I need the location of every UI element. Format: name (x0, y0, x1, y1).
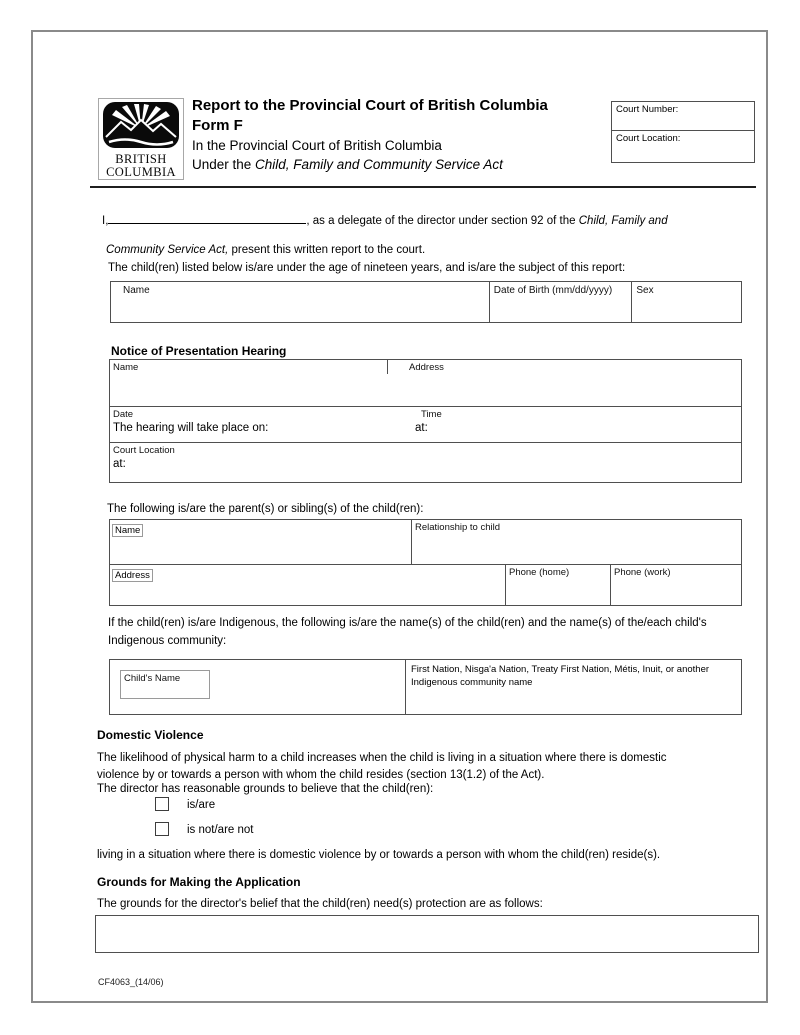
delegate-statement-line2 (106, 243, 425, 258)
hearing-address-label: Address (409, 362, 444, 373)
form-name: Form F (192, 117, 243, 134)
parent-phone-home-label: Phone (home) (509, 567, 570, 578)
parents-table (109, 519, 742, 606)
child-sex-column-header: Sex (636, 285, 654, 296)
bc-government-logo (98, 98, 184, 180)
form-title: Report to the Provincial Court of British Columbia (192, 97, 548, 114)
hearing-name-label: Name (113, 362, 139, 373)
hearing-court-location-label: Court Location (113, 445, 175, 456)
hearing-date-label: Date (113, 409, 134, 420)
hearing-date-text: The hearing will take place on: (113, 422, 269, 434)
indigenous-intro-line2: Indigenous community: (108, 635, 227, 647)
hearing-table (109, 359, 742, 483)
hearing-time-text: at: (415, 422, 428, 434)
children-table (110, 281, 742, 323)
is-are-checkbox[interactable] (155, 797, 169, 811)
domestic-violence-paragraph (97, 750, 667, 784)
indigenous-table (109, 659, 742, 715)
act-name: Child, Family and Community Service Act (255, 157, 503, 172)
court-info-boxes (611, 101, 755, 163)
grounds-section-title: Grounds for Making the Application (97, 875, 301, 889)
under-prefix: Under the (192, 157, 256, 172)
parent-address-label: Address (112, 569, 153, 582)
court-location-field[interactable] (611, 130, 755, 163)
delegate-after-blank: , as a delegate of the director under section 92 of the (306, 215, 579, 227)
parents-intro: The following is/are the parent(s) or sibling(s) of the child(ren): (107, 503, 424, 515)
dv-paragraph-line2: violence by or towards a person with whom the child resides (section 13(1.2) of the Act). (97, 769, 545, 781)
hearing-court-location-text: at: (113, 458, 126, 470)
form-number: CF4063_(14/06) (98, 977, 164, 987)
hearing-time-label: Time (421, 409, 442, 420)
form-page (31, 30, 768, 1003)
court-number-field[interactable] (611, 101, 755, 131)
indigenous-intro (108, 614, 707, 650)
parent-phone-work-label: Phone (work) (614, 567, 671, 578)
indigenous-intro-line1: If the child(ren) is/are Indigenous, the following is/are the name(s) of the child(ren) and the name(s) of the/each child's (108, 617, 707, 629)
logo-text-columbia: COLUMBIA (106, 165, 176, 179)
court-location-label: Court Location: (616, 133, 681, 144)
parent-address-field[interactable] (110, 565, 505, 605)
delegate-prefix: I, (102, 215, 109, 227)
children-intro: The child(ren) listed below is/are under the age of nineteen years, and is/are the subject of this report: (108, 262, 626, 274)
child-sex-field[interactable] (631, 282, 741, 322)
dv-closing-text: living in a situation where there is domestic violence by or towards a person with whom the child(ren) reside(s). (97, 849, 661, 861)
indigenous-community-header (406, 660, 741, 692)
dv-paragraph-line1: The likelihood of physical harm to a child increases when the child is living in a situation where there is domestic (97, 752, 667, 764)
domestic-violence-title: Domestic Violence (97, 728, 204, 742)
hearing-name-field[interactable] (110, 360, 387, 406)
grounds-textarea[interactable] (95, 915, 759, 953)
grounds-intro: The grounds for the director's belief that the child(ren) need(s) protection are as follows: (97, 898, 543, 910)
bc-crest-icon (103, 135, 179, 152)
hearing-time-field[interactable] (387, 407, 741, 442)
is-are-label: is/are (187, 799, 216, 811)
child-name-column-header: Name (123, 285, 150, 296)
parent-name-label: Name (112, 524, 143, 537)
hearing-court-location-field[interactable] (110, 443, 741, 482)
indigenous-community-line2: Indigenous community name (411, 677, 533, 688)
act-name-part2: Community Service Act, (106, 244, 229, 256)
indigenous-community-field[interactable] (405, 660, 741, 714)
delegate-statement-line1 (102, 212, 668, 229)
hearing-section-title: Notice of Presentation Hearing (111, 344, 287, 358)
child-name-field[interactable] (111, 282, 489, 322)
delegate-closing: present this written report to the court. (228, 244, 426, 256)
form-subtitle: In the Provincial Court of British Columbia (192, 138, 442, 153)
child-name-inner-box[interactable] (120, 670, 210, 699)
is-not-are-not-label: is not/are not (187, 824, 254, 836)
header-divider (90, 186, 756, 188)
child-dob-field[interactable] (489, 282, 632, 322)
form-act-line (192, 155, 632, 174)
child-dob-column-header: Date of Birth (mm/dd/yyyy) (493, 285, 613, 296)
form-title-block (192, 96, 632, 174)
parent-phone-work-field[interactable] (610, 565, 741, 605)
parent-name-field[interactable] (110, 520, 411, 564)
logo-text-british: BRITISH (115, 152, 167, 166)
indigenous-community-line1: First Nation, Nisga'a Nation, Treaty First Nation, Métis, Inuit, or another (411, 664, 710, 675)
hearing-address-field[interactable] (387, 360, 741, 406)
delegate-name-blank[interactable] (108, 212, 306, 224)
dv-belief-text: The director has reasonable grounds to believe that the child(ren): (97, 783, 434, 795)
is-not-are-not-checkbox[interactable] (155, 822, 169, 836)
hearing-date-field[interactable] (110, 407, 387, 442)
parent-relationship-label: Relationship to child (415, 522, 501, 533)
indigenous-child-name-label: Child's Name (124, 673, 181, 684)
court-number-label: Court Number: (616, 104, 679, 115)
parent-relationship-field[interactable] (411, 520, 741, 564)
indigenous-child-name-field[interactable] (110, 660, 405, 714)
act-name-part1: Child, Family and (578, 215, 668, 227)
parent-phone-home-field[interactable] (505, 565, 610, 605)
